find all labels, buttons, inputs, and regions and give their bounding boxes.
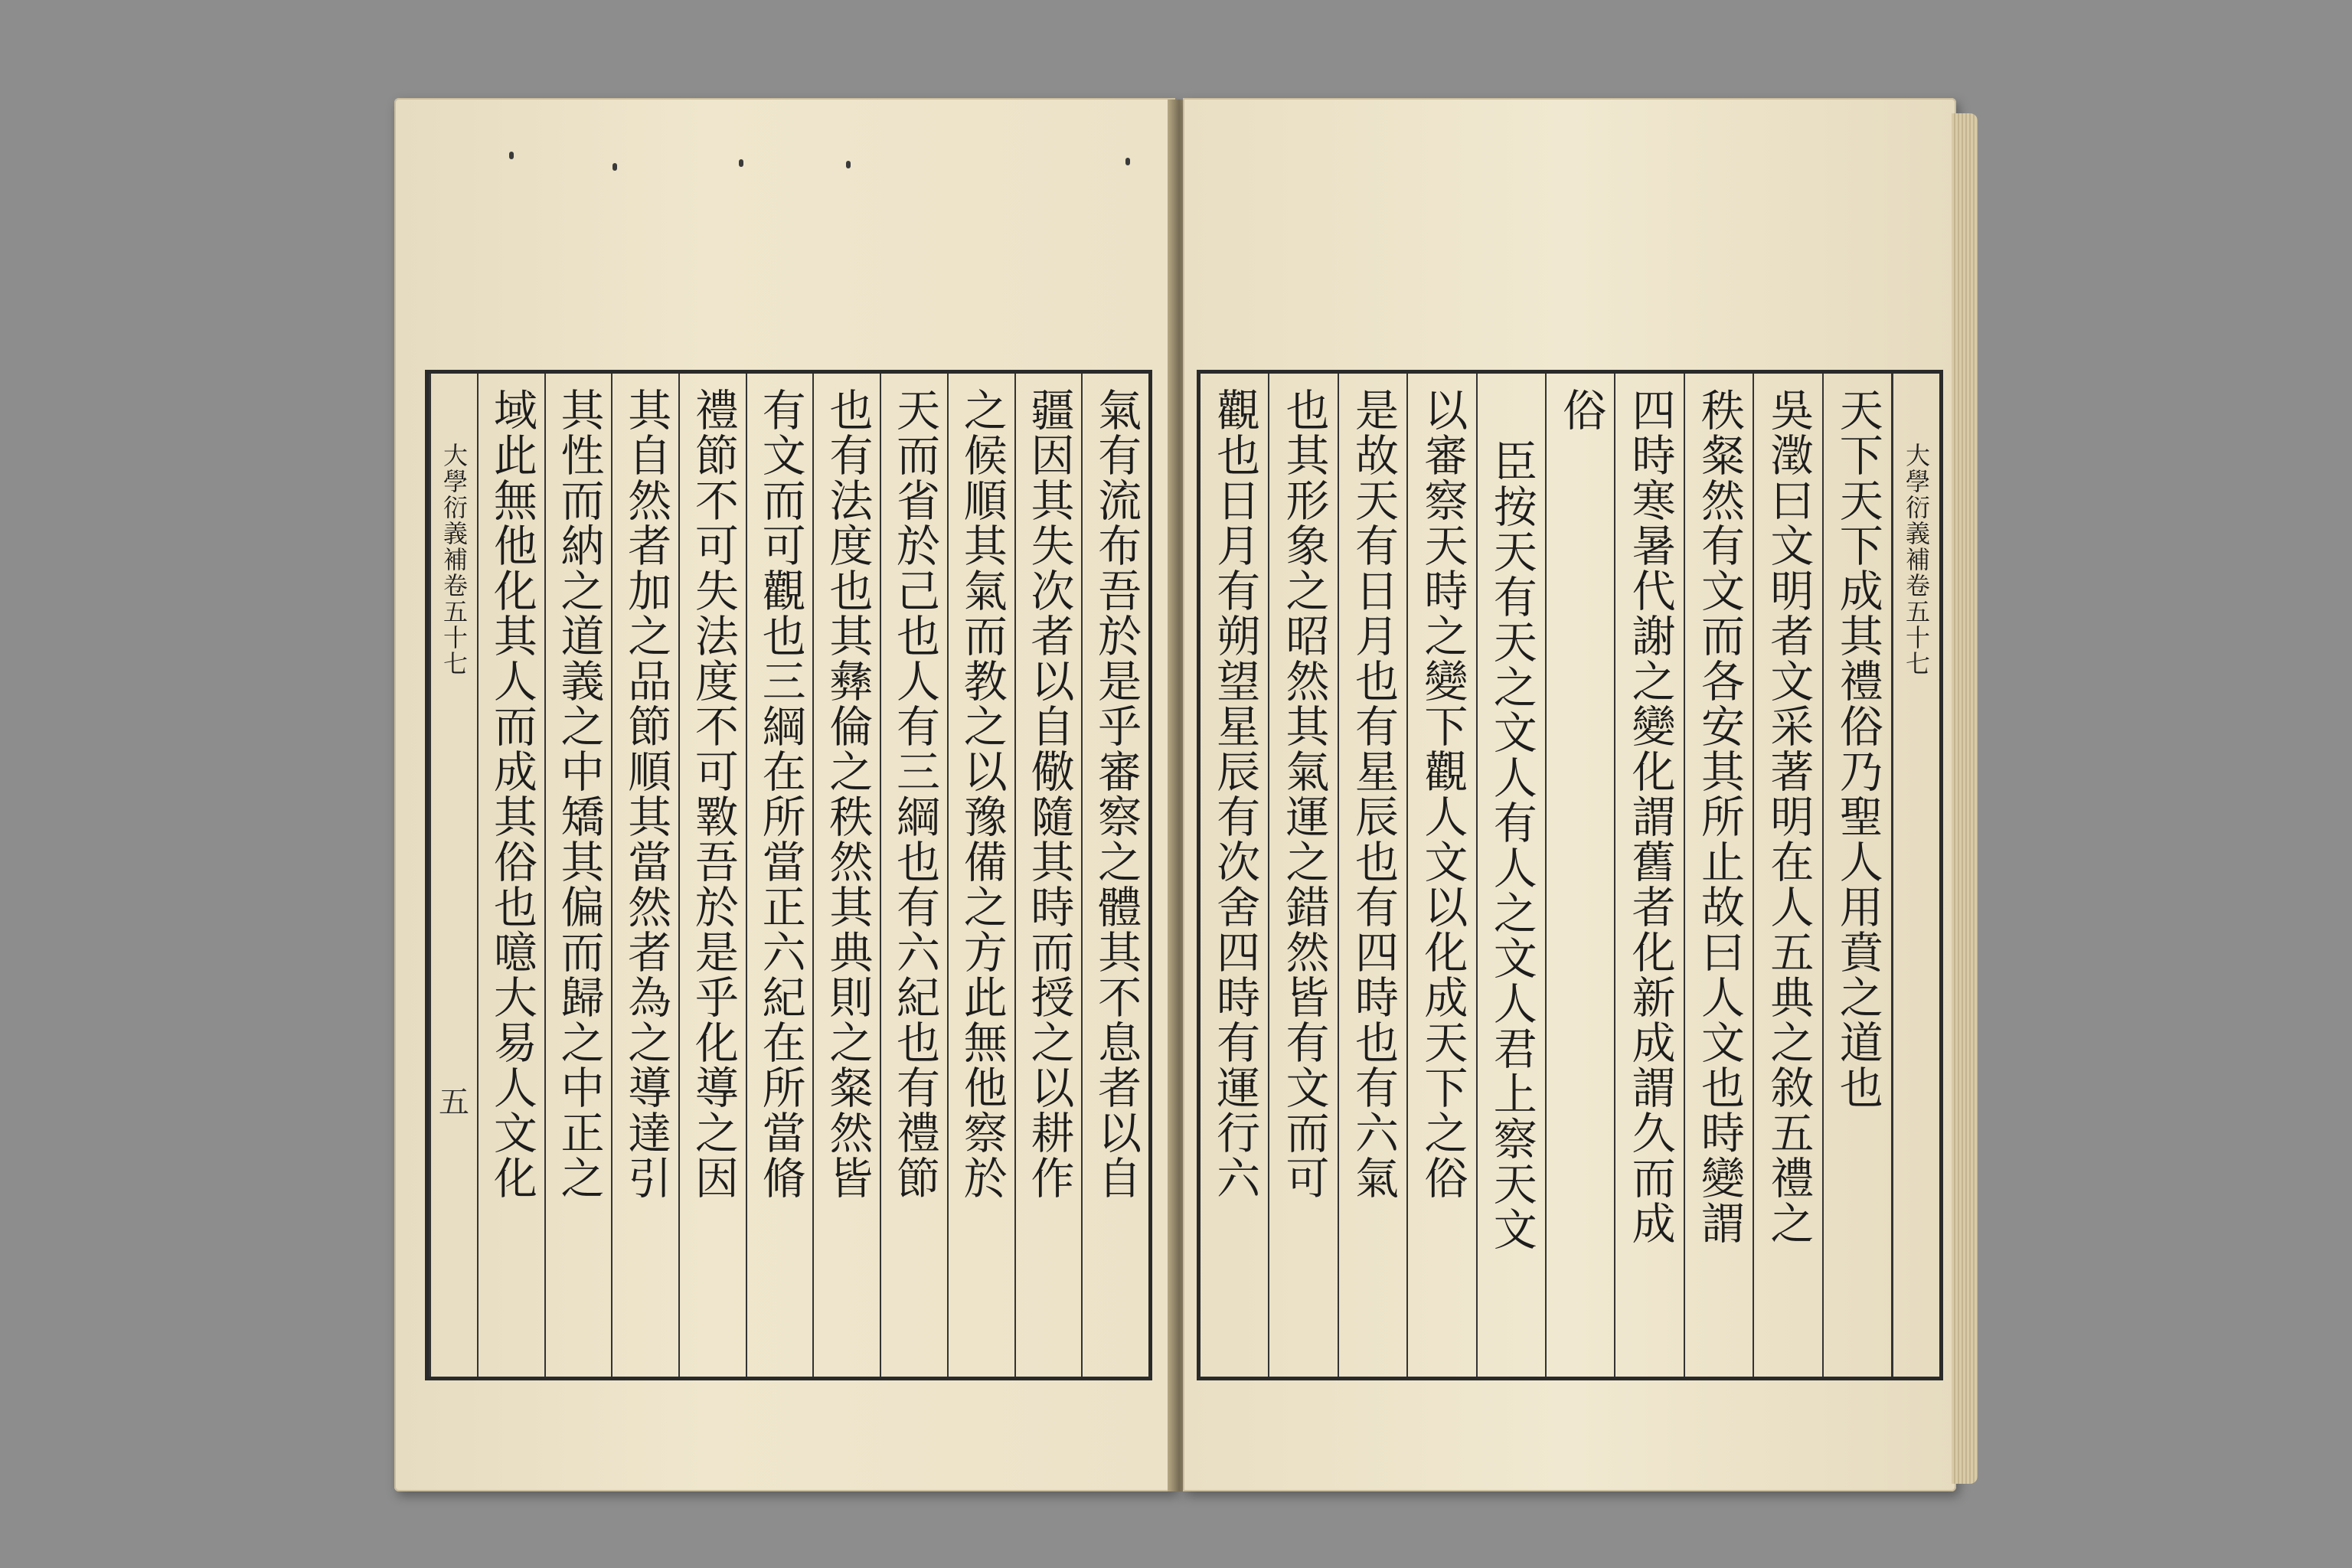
open-book — [394, 90, 1971, 1507]
margin-column — [429, 374, 477, 1377]
page-number: 五 — [439, 1085, 469, 1120]
text-column: 以審察天時之變下觀人文以化成天下之俗 — [1406, 374, 1475, 1377]
right-page — [1183, 98, 1956, 1491]
text-column: 吳澂曰文明者文采著明在人五典之敘五禮之 — [1753, 374, 1821, 1377]
text-column: 疆因其失次者以自儆隨其時而授之以耕作 — [1014, 374, 1082, 1377]
margin-column — [1891, 374, 1939, 1377]
text-column: 四時寒暑代謝之變化謂舊者化新成謂久而成 — [1614, 374, 1683, 1377]
page-edges — [1952, 113, 1978, 1484]
text-column: 秩粲然有文而各安其所止故曰人文也時變謂 — [1684, 374, 1753, 1377]
text-column: 俗 — [1545, 374, 1614, 1377]
margin-title: 大學衍義補卷五十七 — [1902, 443, 1931, 677]
text-column: 也有法度也其彝倫之秩然其典則之粲然皆 — [812, 374, 880, 1377]
right-text-frame — [1197, 370, 1943, 1380]
text-column: 觀也日月有朔望星辰有次舍四時有運行六 — [1209, 387, 1260, 1200]
text-column: 臣按天有天之文人有人之文人君上察天文 — [1476, 374, 1545, 1377]
text-column: 之候順其氣而教之以豫備之方此無他察於 — [947, 374, 1014, 1377]
text-column: 氣有流布吾於是乎審察之體其不息者以自 — [1081, 374, 1148, 1377]
left-page — [394, 98, 1175, 1491]
text-column: 也其形象之昭然其氣運之錯然皆有文而可 — [1268, 374, 1337, 1377]
left-text-frame — [425, 370, 1152, 1380]
margin-title: 大學衍義補卷五十七 — [439, 443, 469, 677]
text-column: 天而省於己也人有三綱也有六紀也有禮節 — [880, 374, 947, 1377]
text-column: 其性而納之道義之中矯其偏而歸之中正之 — [544, 374, 612, 1377]
text-column: 禮節不可失法度不可斁吾於是乎化導之因 — [678, 374, 746, 1377]
text-column: 是故天有日月也有星辰也有四時也有六氣 — [1338, 374, 1406, 1377]
text-column: 其自然者加之品節順其當然者為之導達引 — [611, 374, 678, 1377]
text-column: 域此無他化其人而成其俗也噫大易人文化 — [477, 374, 544, 1377]
text-column: 天下天下成其禮俗乃聖人用賁之道也 — [1822, 374, 1891, 1377]
text-column: 有文而可觀也三綱在所當正六紀在所當脩 — [746, 374, 813, 1377]
